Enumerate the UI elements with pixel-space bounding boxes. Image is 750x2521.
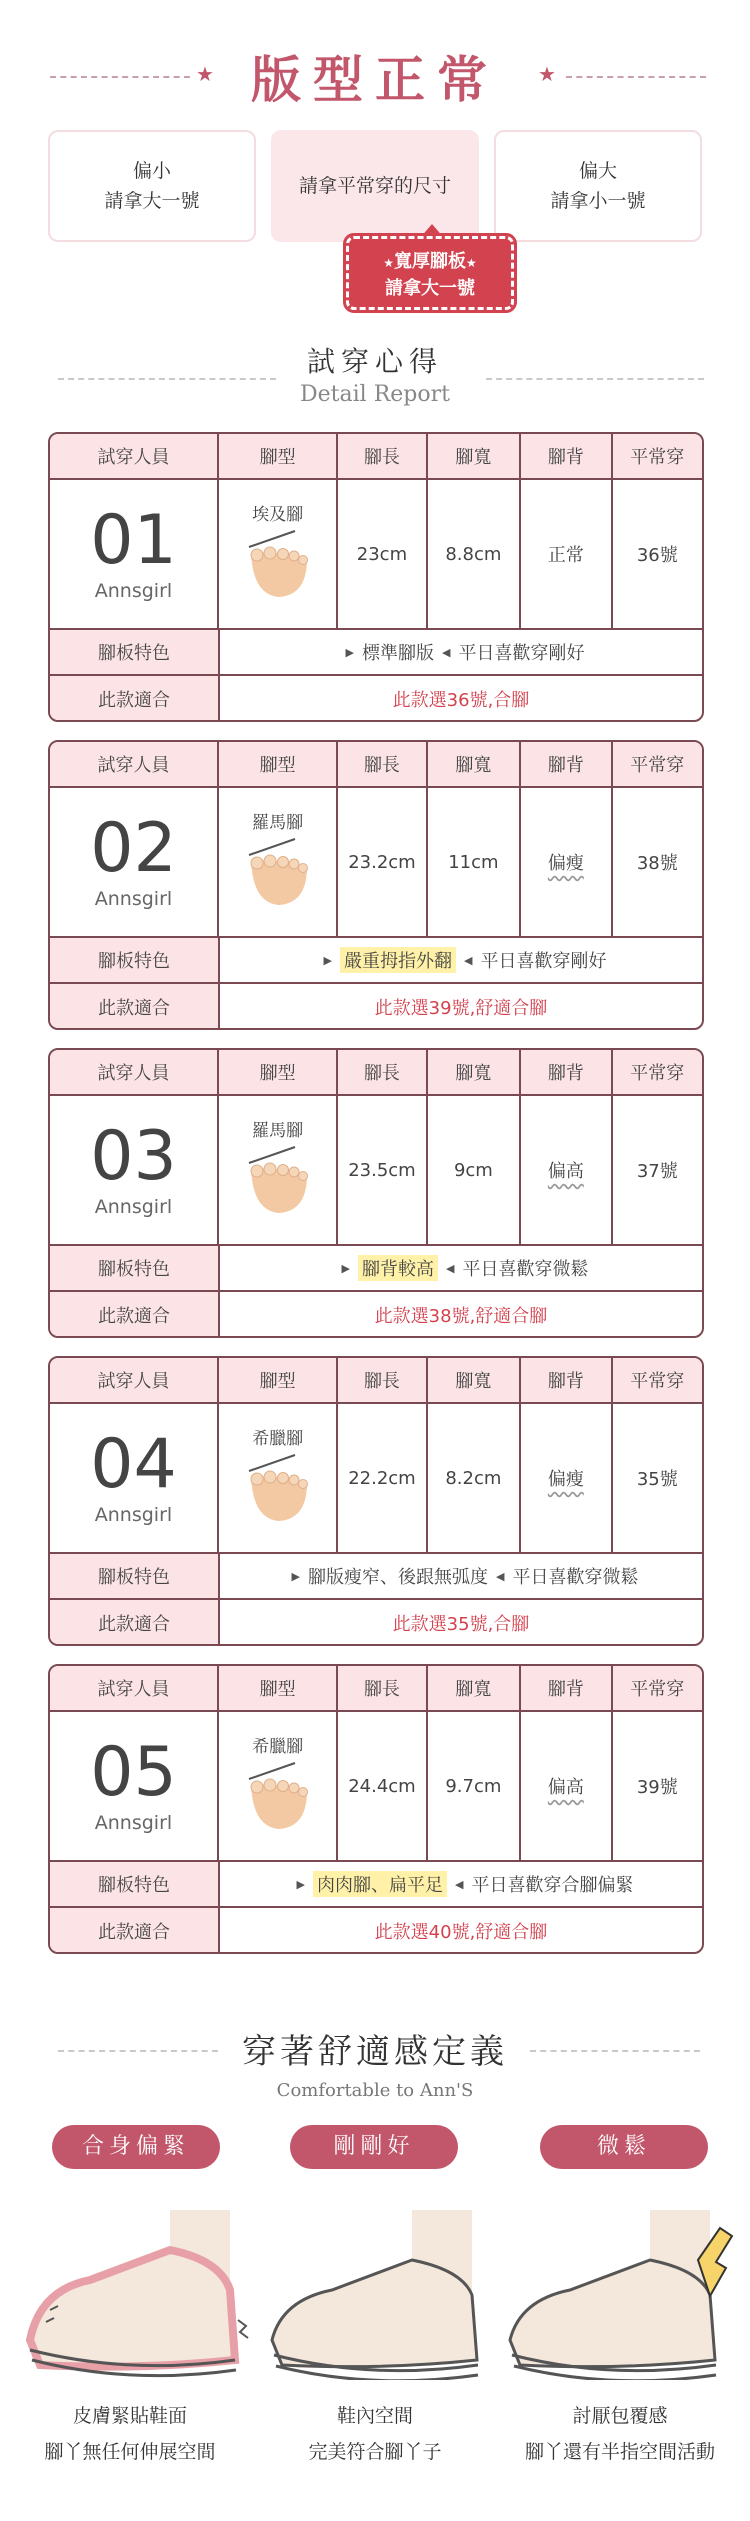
column-header: 腳背	[521, 1358, 612, 1402]
fit-row	[50, 676, 702, 722]
instep-value: 偏高	[547, 1161, 584, 1182]
fit-option-normal	[271, 130, 479, 242]
fit-label: 此款適合	[50, 676, 220, 722]
usual-size: 39號	[636, 1777, 678, 1798]
feature-value	[220, 938, 702, 982]
column-header: 腳長	[338, 434, 427, 478]
triangle-right-icon: ▶	[291, 1569, 300, 1583]
foot-length: 23.2cm	[338, 788, 427, 936]
comfort-level-loose: 微鬆	[540, 2125, 708, 2169]
star-icon: ★	[466, 256, 477, 270]
column-header: 試穿人員	[50, 1358, 219, 1402]
fit-option-line: 請拿大一號	[104, 190, 200, 212]
caption-line: 鞋內空間	[336, 2405, 413, 2427]
foot-type-label: 羅馬腳	[252, 1121, 304, 1141]
fit-value	[220, 1600, 702, 1646]
fit-value	[220, 1292, 702, 1338]
tester-number: 03	[90, 1117, 177, 1196]
foot-icon	[243, 833, 313, 907]
foot-width: 8.8cm	[428, 480, 521, 628]
tester-name: Annsgirl	[94, 1196, 173, 1218]
column-header: 腳型	[219, 1666, 338, 1710]
column-header: 腳長	[338, 1358, 427, 1402]
caption-line: 腳丫還有半指空間活動	[524, 2441, 715, 2463]
fit-recommendation: 此款選38號,舒適合腳	[374, 1306, 548, 1327]
foot-length: 24.4cm	[338, 1712, 427, 1860]
feature-text: 標準腳版	[362, 643, 434, 664]
column-header: 腳長	[338, 742, 427, 786]
fit-option-line: 偏小	[132, 160, 171, 182]
tester-name: Annsgirl	[94, 888, 173, 910]
report-subtitle: Detail Report	[300, 382, 450, 407]
instep-cell	[521, 1712, 612, 1860]
tester-id	[50, 1404, 219, 1552]
tester-id	[50, 788, 219, 936]
just-right-shoe-illustration	[262, 2200, 492, 2380]
comfort-caption-loose	[500, 2398, 740, 2470]
foot-icon	[243, 525, 313, 599]
tester-id	[50, 1096, 219, 1244]
comfort-level-tight: 合身偏緊	[52, 2125, 220, 2169]
feature-value	[220, 1554, 702, 1598]
instep-value: 正常	[547, 545, 584, 566]
fit-label: 此款適合	[50, 1292, 220, 1338]
foot-type	[219, 1712, 338, 1860]
feature-highlight: 腳背較高	[358, 1255, 438, 1281]
usual-size: 37號	[636, 1161, 678, 1182]
fit-value	[220, 984, 702, 1030]
header-divider-right	[566, 76, 706, 78]
foot-length: 23cm	[338, 480, 427, 628]
fit-value	[220, 676, 702, 722]
feature-row	[50, 1554, 702, 1600]
wide-foot-badge	[346, 236, 514, 310]
feature-label: 腳板特色	[50, 1554, 220, 1598]
foot-type	[219, 480, 338, 628]
foot-width: 8.2cm	[428, 1404, 521, 1552]
fit-option-line: 偏大	[578, 160, 617, 182]
foot-icon	[243, 1757, 313, 1831]
fit-option-small	[48, 130, 256, 242]
usual-size: 36號	[636, 545, 678, 566]
triangle-right-icon: ▶	[341, 1261, 350, 1275]
tester-name: Annsgirl	[94, 580, 173, 602]
fit-option-large	[494, 130, 702, 242]
fit-label: 此款適合	[50, 1908, 220, 1954]
fit-recommendation: 此款選36號,合腳	[392, 690, 530, 711]
column-header: 平常穿	[630, 1063, 685, 1084]
column-header: 腳背	[521, 1050, 612, 1094]
triangle-left-icon: ◀	[442, 645, 451, 659]
fit-recommendation: 此款選39號,舒適合腳	[374, 998, 548, 1019]
caption-line: 完美符合腳丫子	[308, 2441, 442, 2463]
fit-row	[50, 1600, 702, 1646]
feature-row	[50, 1246, 702, 1292]
column-header: 試穿人員	[50, 742, 219, 786]
foot-type	[219, 788, 338, 936]
feature-habit: 平日喜歡穿合腳偏緊	[471, 1875, 634, 1896]
feature-label: 腳板特色	[50, 938, 220, 982]
instep-cell	[521, 480, 612, 628]
table-header-row	[50, 1050, 702, 1096]
column-header: 平常穿	[630, 1371, 685, 1392]
loose-shoe-illustration	[500, 2200, 740, 2380]
column-header: 平常穿	[630, 1679, 685, 1700]
tester-card	[48, 1048, 704, 1338]
triangle-right-icon: ▶	[323, 953, 332, 967]
tester-card	[48, 432, 704, 722]
column-header: 平常穿	[630, 447, 685, 468]
instep-value: 偏高	[547, 1777, 584, 1798]
fit-recommendation: 此款選35號,合腳	[392, 1614, 530, 1635]
badge-line: 寬厚腳板	[394, 251, 466, 272]
fit-value	[220, 1908, 702, 1954]
tester-name: Annsgirl	[94, 1812, 173, 1834]
column-header: 腳長	[338, 1666, 427, 1710]
caption-line: 討厭包覆感	[572, 2405, 668, 2427]
column-header: 腳寬	[428, 1666, 521, 1710]
foot-width: 9.7cm	[428, 1712, 521, 1860]
triangle-right-icon: ▶	[345, 645, 354, 659]
fit-label: 此款適合	[50, 984, 220, 1030]
fit-recommendation: 此款選40號,舒適合腳	[374, 1922, 548, 1943]
instep-cell	[521, 1096, 612, 1244]
column-header: 試穿人員	[50, 434, 219, 478]
badge-line: 請拿大一號	[385, 278, 475, 299]
feature-habit: 平日喜歡穿剛好	[480, 951, 607, 972]
table-header-row	[50, 742, 702, 788]
foot-length: 22.2cm	[338, 1404, 427, 1552]
feature-habit: 平日喜歡穿剛好	[458, 643, 585, 664]
feature-highlight: 嚴重拇指外翻	[340, 947, 456, 973]
table-header-row	[50, 1358, 702, 1404]
triangle-left-icon: ◀	[496, 1569, 505, 1583]
report-title: 試穿心得	[306, 345, 443, 378]
tester-card	[48, 1664, 704, 1954]
tester-card	[48, 740, 704, 1030]
feature-label: 腳板特色	[50, 1862, 220, 1906]
feature-row	[50, 1862, 702, 1908]
report-divider-right	[486, 378, 704, 380]
foot-type-label: 羅馬腳	[252, 813, 304, 833]
column-header: 腳長	[338, 1050, 427, 1094]
column-header: 腳型	[219, 742, 338, 786]
triangle-left-icon: ◀	[455, 1877, 464, 1891]
feature-label: 腳板特色	[50, 1246, 220, 1290]
column-header: 腳背	[521, 1666, 612, 1710]
column-header: 腳背	[521, 742, 612, 786]
page-title: 版型正常	[251, 51, 499, 109]
column-header: 腳型	[219, 1050, 338, 1094]
table-row	[50, 480, 702, 630]
feature-row	[50, 938, 702, 984]
fit-row	[50, 1908, 702, 1954]
tester-card	[48, 1356, 704, 1646]
fit-label: 此款適合	[50, 1600, 220, 1646]
feature-value	[220, 630, 702, 674]
caption-line: 皮膚緊貼鞋面	[72, 2405, 187, 2427]
foot-icon	[243, 1449, 313, 1523]
column-header: 腳寬	[428, 434, 521, 478]
foot-type	[219, 1404, 338, 1552]
column-header: 腳寬	[428, 1358, 521, 1402]
column-header: 試穿人員	[50, 1050, 219, 1094]
feature-label: 腳板特色	[50, 630, 220, 674]
feature-value	[220, 1246, 702, 1290]
usual-size: 35號	[636, 1469, 678, 1490]
foot-width: 9cm	[428, 1096, 521, 1244]
feature-value	[220, 1862, 702, 1906]
tester-id	[50, 480, 219, 628]
instep-cell	[521, 788, 612, 936]
comfort-caption-tight	[10, 2398, 250, 2470]
star-icon: ★	[538, 62, 556, 86]
table-row	[50, 1096, 702, 1246]
instep-cell	[521, 1404, 612, 1552]
tester-number: 04	[90, 1425, 177, 1504]
table-header-row	[50, 1666, 702, 1712]
comfort-subtitle: Comfortable to Ann'S	[276, 2080, 474, 2101]
column-header: 腳背	[521, 434, 612, 478]
tester-id	[50, 1712, 219, 1860]
comfort-level-just-right: 剛剛好	[290, 2125, 458, 2169]
tester-name: Annsgirl	[94, 1504, 173, 1526]
feature-habit: 平日喜歡穿微鬆	[512, 1567, 639, 1588]
table-header-row	[50, 434, 702, 480]
fit-option-line: 請拿平常穿的尺寸	[298, 175, 451, 197]
triangle-left-icon: ◀	[464, 953, 473, 967]
tester-number: 01	[90, 501, 177, 580]
column-header: 腳寬	[428, 1050, 521, 1094]
feature-text: 腳版瘦窄、後跟無弧度	[308, 1567, 488, 1588]
table-row	[50, 788, 702, 938]
feature-highlight: 肉肉腳、扁平足	[313, 1871, 447, 1897]
comfort-divider-right	[530, 2050, 700, 2052]
comfort-caption-just-right	[255, 2398, 495, 2470]
foot-length: 23.5cm	[338, 1096, 427, 1244]
caption-line: 腳丫無任何伸展空間	[44, 2441, 216, 2463]
tester-number: 02	[90, 809, 177, 888]
instep-value: 偏瘦	[547, 853, 584, 874]
triangle-right-icon: ▶	[296, 1877, 305, 1891]
column-header: 試穿人員	[50, 1666, 219, 1710]
foot-type	[219, 1096, 338, 1244]
feature-row	[50, 630, 702, 676]
foot-type-label: 希臘腳	[252, 1429, 304, 1449]
table-row	[50, 1404, 702, 1554]
fit-option-line: 請拿小一號	[550, 190, 646, 212]
star-icon: ★	[196, 62, 214, 86]
fit-row	[50, 1292, 702, 1338]
feature-habit: 平日喜歡穿微鬆	[462, 1259, 589, 1280]
triangle-left-icon: ◀	[446, 1261, 455, 1275]
column-header: 腳寬	[428, 742, 521, 786]
comfort-title: 穿著舒適感定義	[242, 2032, 508, 2072]
fit-row	[50, 984, 702, 1030]
foot-width: 11cm	[428, 788, 521, 936]
tester-number: 05	[90, 1733, 177, 1812]
instep-value: 偏瘦	[547, 1469, 584, 1490]
column-header: 腳型	[219, 1358, 338, 1402]
column-header: 平常穿	[630, 755, 685, 776]
foot-icon	[243, 1141, 313, 1215]
star-icon: ★	[383, 256, 394, 270]
column-header: 腳型	[219, 434, 338, 478]
foot-type-label: 希臘腳	[252, 1737, 304, 1757]
usual-size: 38號	[636, 853, 678, 874]
tight-shoe-illustration	[20, 2200, 250, 2380]
foot-type-label: 埃及腳	[252, 505, 304, 525]
table-row	[50, 1712, 702, 1862]
